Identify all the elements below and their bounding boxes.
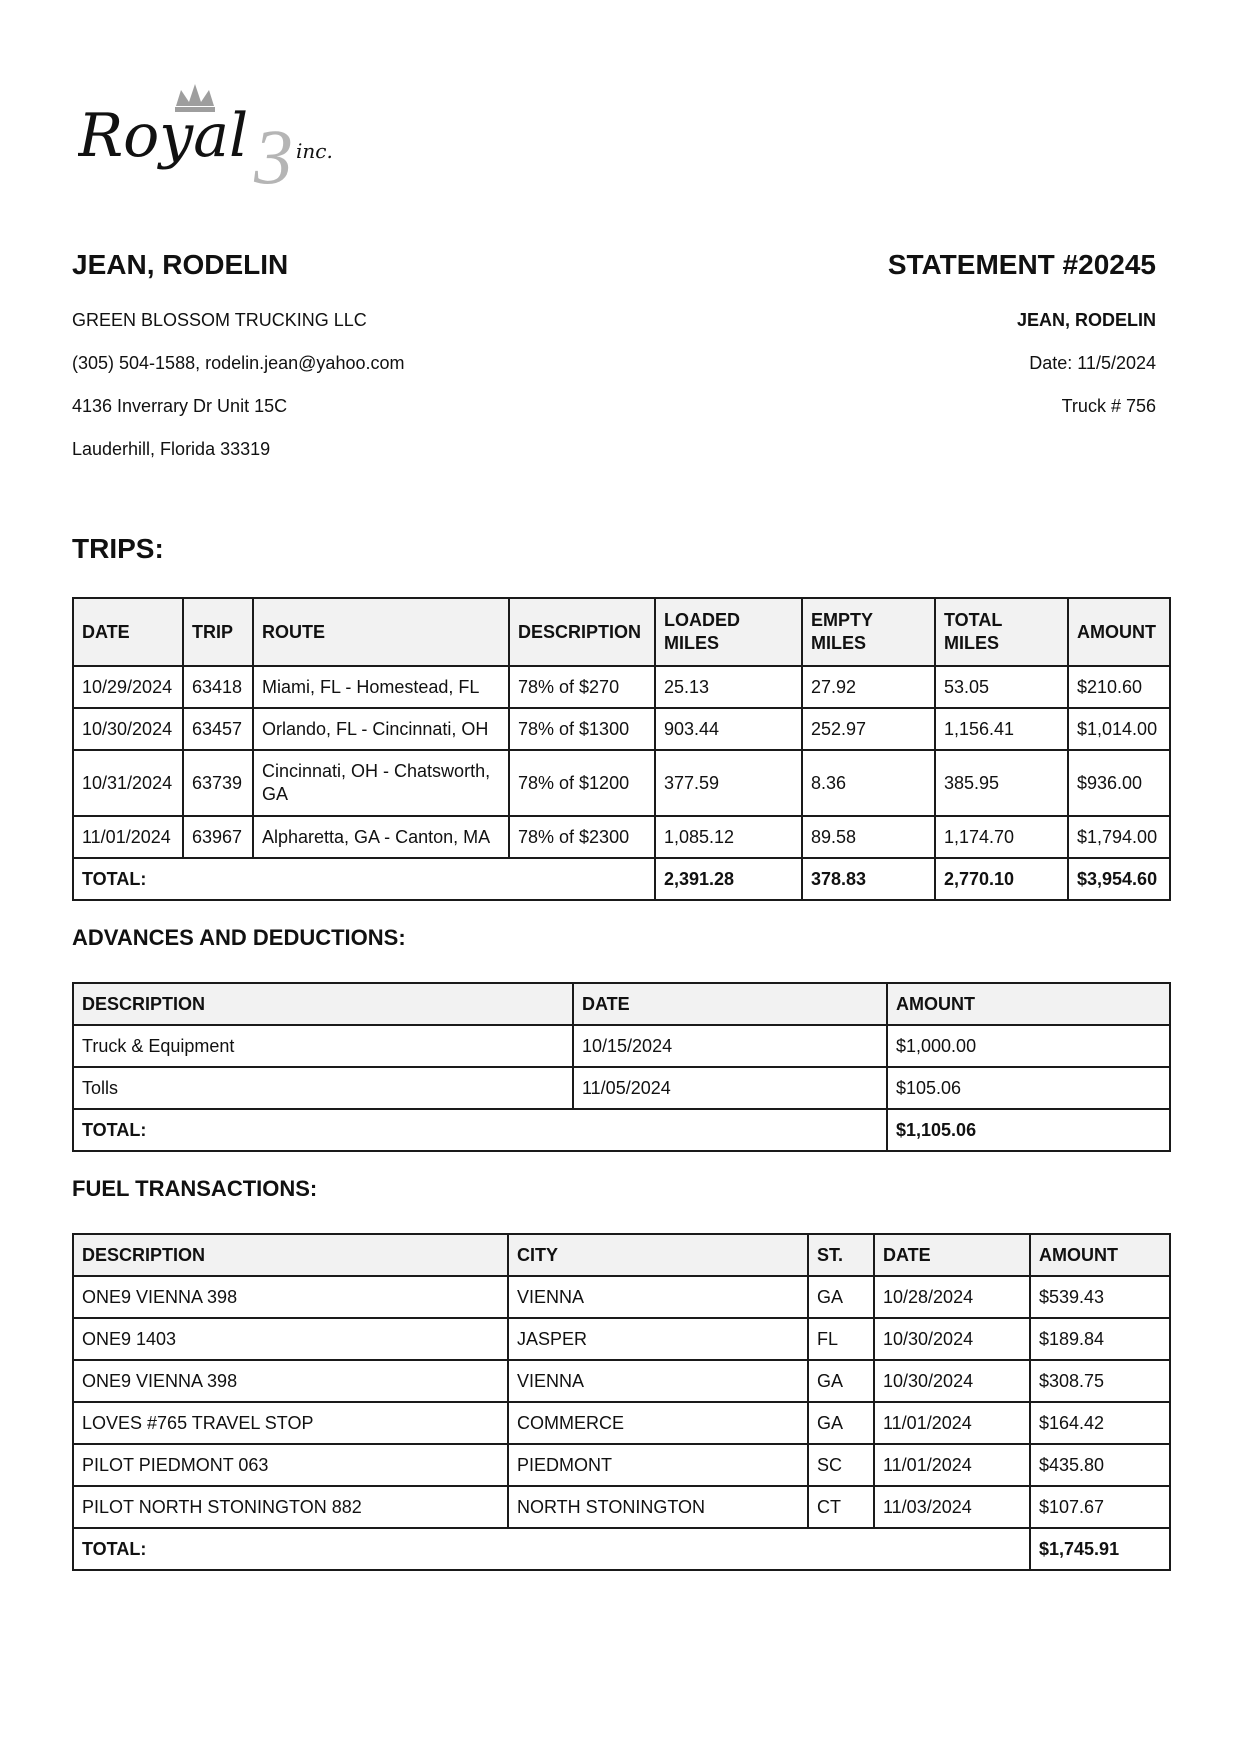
- cell-date: 10/15/2024: [573, 1025, 887, 1067]
- statement-info: [887, 248, 1156, 416]
- advances-title: ADVANCES AND DEDUCTIONS:: [72, 925, 406, 950]
- cell-amount: $189.84: [1030, 1318, 1170, 1360]
- col-header-amount: AMOUNT: [887, 983, 1170, 1025]
- total-total-miles: 2,770.10: [935, 858, 1068, 900]
- cell-loaded-miles: 25.13: [655, 666, 802, 708]
- total-label: TOTAL:: [73, 1528, 1030, 1570]
- cell-city: NORTH STONINGTON: [508, 1486, 808, 1528]
- cell-total-miles: 385.95: [935, 750, 1068, 816]
- cell-description: PILOT NORTH STONINGTON 882: [73, 1486, 508, 1528]
- table-row: [73, 1486, 1170, 1528]
- total-label: TOTAL:: [73, 1109, 887, 1151]
- svg-text:inc.: inc.: [296, 139, 333, 163]
- col-header-amount: AMOUNT: [1030, 1234, 1170, 1276]
- col-header-description: DESCRIPTION: [509, 598, 655, 666]
- cell-amount: $105.06: [887, 1067, 1170, 1109]
- cell-state: GA: [808, 1402, 874, 1444]
- cell-date: 11/01/2024: [73, 816, 183, 858]
- table-row: [73, 1444, 1170, 1486]
- cell-state: CT: [808, 1486, 874, 1528]
- driver-address-line1: 4136 Inverrary Dr Unit 15C: [72, 396, 288, 416]
- table-row: [73, 1402, 1170, 1444]
- cell-amount: $210.60: [1068, 666, 1170, 708]
- cell-route: Miami, FL - Homestead, FL: [253, 666, 509, 708]
- cell-empty-miles: 8.36: [802, 750, 935, 816]
- cell-total-miles: 1,174.70: [935, 816, 1068, 858]
- cell-date: 11/03/2024: [874, 1486, 1030, 1528]
- statement-truck: Truck # 756: [1061, 396, 1156, 416]
- table-row: [73, 1276, 1170, 1318]
- cell-route: Alpharetta, GA - Canton, MA: [253, 816, 509, 858]
- driver-contact: (305) 504-1588, rodelin.jean@yahoo.com: [72, 353, 405, 373]
- table-row: [73, 1025, 1170, 1067]
- table-row: [73, 1067, 1170, 1109]
- cell-trip: 63418: [183, 666, 253, 708]
- cell-date: 11/01/2024: [874, 1402, 1030, 1444]
- cell-amount: $1,000.00: [887, 1025, 1170, 1067]
- cell-date: 11/05/2024: [573, 1067, 887, 1109]
- cell-state: SC: [808, 1444, 874, 1486]
- trips-title: TRIPS:: [72, 533, 164, 564]
- table-row: [73, 750, 1170, 816]
- cell-amount: $435.80: [1030, 1444, 1170, 1486]
- total-amount: $1,105.06: [887, 1109, 1170, 1151]
- total-row: [73, 858, 1170, 900]
- driver-company: GREEN BLOSSOM TRUCKING LLC: [72, 310, 367, 330]
- cell-description: ONE9 VIENNA 398: [73, 1360, 508, 1402]
- svg-text:Royal: Royal: [78, 101, 249, 171]
- col-header-date: DATE: [73, 598, 183, 666]
- col-header-city: CITY: [508, 1234, 808, 1276]
- col-header-loaded-miles: LOADED MILES: [655, 598, 802, 666]
- driver-name: JEAN, RODELIN: [72, 249, 289, 280]
- crown-logo-icon: [78, 78, 378, 188]
- cell-date: 10/31/2024: [73, 750, 183, 816]
- cell-date: 10/30/2024: [874, 1318, 1030, 1360]
- cell-empty-miles: 27.92: [802, 666, 935, 708]
- company-logo: [78, 78, 378, 188]
- cell-date: 10/29/2024: [73, 666, 183, 708]
- cell-date: 10/28/2024: [874, 1276, 1030, 1318]
- col-header-trip: TRIP: [183, 598, 253, 666]
- cell-amount: $308.75: [1030, 1360, 1170, 1402]
- fuel-table: [72, 1233, 1171, 1571]
- cell-description: 78% of $1300: [509, 708, 655, 750]
- col-header-description: DESCRIPTION: [73, 983, 573, 1025]
- table-row: [73, 816, 1170, 858]
- table-row: [73, 1360, 1170, 1402]
- cell-city: VIENNA: [508, 1276, 808, 1318]
- cell-city: VIENNA: [508, 1360, 808, 1402]
- cell-description: 78% of $1200: [509, 750, 655, 816]
- cell-route: Orlando, FL - Cincinnati, OH: [253, 708, 509, 750]
- total-row: [73, 1109, 1170, 1151]
- cell-description: PILOT PIEDMONT 063: [73, 1444, 508, 1486]
- total-amount: $1,745.91: [1030, 1528, 1170, 1570]
- cell-city: COMMERCE: [508, 1402, 808, 1444]
- col-header-route: ROUTE: [253, 598, 509, 666]
- driver-address-line2: Lauderhill, Florida 33319: [72, 439, 271, 459]
- cell-loaded-miles: 903.44: [655, 708, 802, 750]
- table-row: [73, 708, 1170, 750]
- total-loaded-miles: 2,391.28: [655, 858, 802, 900]
- table-header-row: [73, 983, 1170, 1025]
- col-header-empty-miles: EMPTY MILES: [802, 598, 935, 666]
- cell-description: ONE9 VIENNA 398: [73, 1276, 508, 1318]
- statement-date: Date: 11/5/2024: [1029, 353, 1156, 373]
- col-header-description: DESCRIPTION: [73, 1234, 508, 1276]
- cell-trip: 63967: [183, 816, 253, 858]
- cell-amount: $107.67: [1030, 1486, 1170, 1528]
- svg-text:3: 3: [254, 113, 293, 188]
- cell-trip: 63739: [183, 750, 253, 816]
- cell-trip: 63457: [183, 708, 253, 750]
- table-header-row: [73, 1234, 1170, 1276]
- cell-date: 10/30/2024: [874, 1360, 1030, 1402]
- total-label: TOTAL:: [73, 858, 655, 900]
- col-header-state: ST.: [808, 1234, 874, 1276]
- driver-info: [72, 248, 405, 459]
- cell-state: FL: [808, 1318, 874, 1360]
- cell-amount: $1,794.00: [1068, 816, 1170, 858]
- table-header-row: [73, 598, 1170, 666]
- statement-driver-name: JEAN, RODELIN: [1016, 310, 1156, 330]
- col-header-date: DATE: [573, 983, 887, 1025]
- col-header-date: DATE: [874, 1234, 1030, 1276]
- total-amount: $3,954.60: [1068, 858, 1170, 900]
- cell-empty-miles: 252.97: [802, 708, 935, 750]
- col-header-total-miles: TOTAL MILES: [935, 598, 1068, 666]
- cell-description: 78% of $2300: [509, 816, 655, 858]
- total-row: [73, 1528, 1170, 1570]
- cell-loaded-miles: 377.59: [655, 750, 802, 816]
- cell-city: PIEDMONT: [508, 1444, 808, 1486]
- cell-amount: $164.42: [1030, 1402, 1170, 1444]
- cell-city: JASPER: [508, 1318, 808, 1360]
- statement-title: STATEMENT #20245: [887, 249, 1156, 280]
- col-header-amount: AMOUNT: [1068, 598, 1170, 666]
- total-empty-miles: 378.83: [802, 858, 935, 900]
- cell-amount: $539.43: [1030, 1276, 1170, 1318]
- cell-total-miles: 1,156.41: [935, 708, 1068, 750]
- cell-description: ONE9 1403: [73, 1318, 508, 1360]
- cell-date: 11/01/2024: [874, 1444, 1030, 1486]
- cell-amount: $1,014.00: [1068, 708, 1170, 750]
- cell-amount: $936.00: [1068, 750, 1170, 816]
- cell-description: 78% of $270: [509, 666, 655, 708]
- cell-description: Truck & Equipment: [73, 1025, 573, 1067]
- cell-empty-miles: 89.58: [802, 816, 935, 858]
- cell-description: LOVES #765 TRAVEL STOP: [73, 1402, 508, 1444]
- cell-state: GA: [808, 1360, 874, 1402]
- table-row: [73, 1318, 1170, 1360]
- advances-table: [72, 982, 1171, 1152]
- cell-loaded-miles: 1,085.12: [655, 816, 802, 858]
- trips-table: [72, 597, 1171, 901]
- cell-date: 10/30/2024: [73, 708, 183, 750]
- cell-route: Cincinnati, OH - Chatsworth, GA: [253, 750, 509, 816]
- table-row: [73, 666, 1170, 708]
- cell-description: Tolls: [73, 1067, 573, 1109]
- fuel-title: FUEL TRANSACTIONS:: [72, 1176, 318, 1201]
- cell-total-miles: 53.05: [935, 666, 1068, 708]
- cell-state: GA: [808, 1276, 874, 1318]
